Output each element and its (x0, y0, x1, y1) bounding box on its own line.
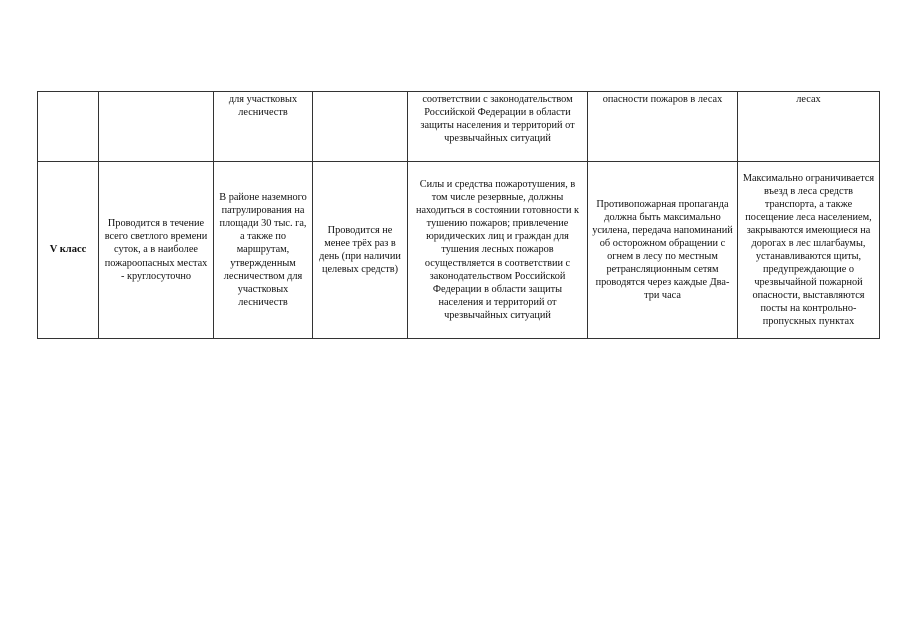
cell-fire-forces: соответствии с законодательством Российской Федерации в области защиты населения и территорий от чрезвычайных ситуаций (408, 92, 588, 162)
cell-aerial-patrol (313, 92, 408, 162)
cell-class (38, 92, 99, 162)
cell-ground-patrol: для участковых лесничеств (214, 92, 313, 162)
cell-propaganda: Противопожарная пропаганда должна быть максимально усилена, передача напоминаний об осторожном обращении с огнем в лесу по местным ретрансляционным сетям проводятся через каждые Два-три часа (588, 162, 738, 339)
cell-restrictions: лесах (738, 92, 880, 162)
cell-fire-forces: Силы и средства пожаротушения, в том числе резервные, должны находиться в состоянии готовности к тушению пожаров; привлечение юридических лиц и граждан для тушения лесных пожаров осуществляется в соответствии с законодательством Российской Федерации в области защиты населения и территорий от чрезвычайных ситуаций (408, 162, 588, 339)
cell-aerial-patrol: Проводится не менее трёх раз в день (при наличии целевых средств) (313, 162, 408, 339)
cell-class: V класс (38, 162, 99, 339)
cell-observation-time (99, 92, 214, 162)
table-row-class-v (38, 162, 880, 339)
fire-danger-table (37, 91, 880, 339)
cell-ground-patrol: В районе наземного патрулирования на площади 30 тыс. га, а также по маршрутам, утвержденным лесничеством для участковых лесничеств (214, 162, 313, 339)
cell-propaganda: опасности пожаров в лесах (588, 92, 738, 162)
cell-observation-time: Проводится в течение всего светлого времени суток, а в наиболее пожароопасных местах - круглосуточно (99, 162, 214, 339)
table-row-continuation (38, 92, 880, 162)
cell-restrictions: Максимально ограничивается въезд в леса средств транспорта, а также посещение леса населением, закрываются имеющиеся на дорогах в лес шлагбаумы, устанавливаются щиты, предупреждающие о чрезвычайной пожарной опасности, выставляются посты на контрольно-пропускных пунктах (738, 162, 880, 339)
